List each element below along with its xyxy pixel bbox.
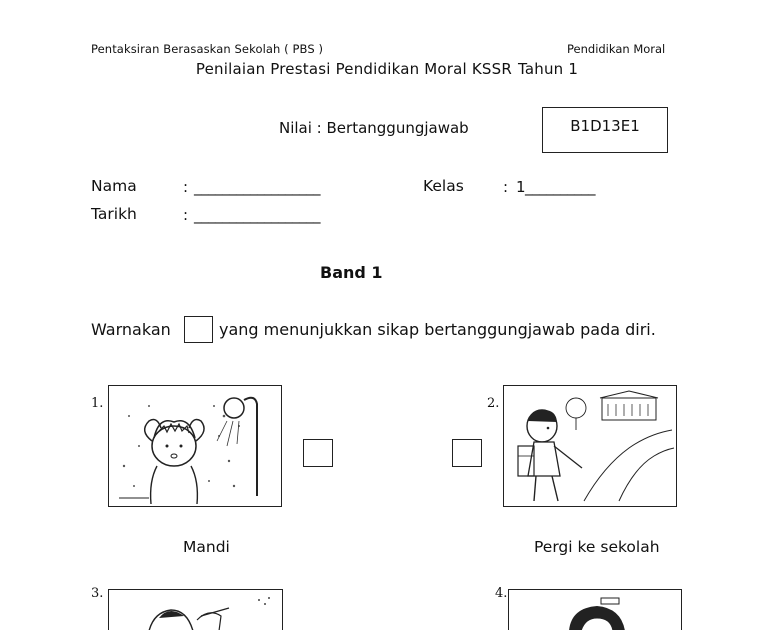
- caption-item-1: Mandi: [183, 538, 230, 556]
- item-number: 4.: [495, 586, 508, 601]
- instruction-before: Warnakan: [91, 320, 171, 339]
- checkbox-item-2[interactable]: [452, 439, 482, 467]
- color-box-sample: [184, 316, 213, 343]
- caption-item-2: Pergi ke sekolah: [534, 538, 660, 556]
- girl-combing-hair-icon: [509, 590, 681, 630]
- instruction-after: yang menunjukkan sikap bertanggungjawab pada diri.: [219, 320, 656, 339]
- value-label: Nilai : Bertanggungjawab: [279, 119, 469, 137]
- boy-brushing-teeth-icon: [109, 590, 282, 630]
- name-colon: :: [183, 178, 189, 196]
- page-title-year: Tahun 1: [518, 60, 579, 78]
- class-colon: :: [503, 178, 509, 196]
- date-colon: :: [183, 206, 189, 224]
- header-left-text: Pentaksiran Berasaskan Sekolah ( PBS ): [91, 42, 324, 56]
- page-title: [0, 60, 768, 78]
- boy-showering-icon: [109, 386, 281, 506]
- picture-frame-2: [503, 385, 677, 507]
- page-title-main: Penilaian Prestasi Pendidikan Moral KSSR: [195, 60, 512, 78]
- code-text: B1D13E1: [570, 117, 640, 135]
- picture-frame-1: [108, 385, 282, 507]
- boy-walking-to-school-icon: [504, 386, 676, 506]
- class-label: Kelas: [423, 177, 464, 195]
- date-label: Tarikh: [91, 205, 137, 223]
- class-field[interactable]: 1__________: [516, 178, 596, 196]
- item-number: 1.: [91, 396, 104, 411]
- picture-frame-4: [508, 589, 682, 630]
- header-right-text: Pendidikan Moral: [567, 42, 666, 56]
- item-number: 2.: [487, 396, 500, 411]
- picture-frame-3: [108, 589, 283, 630]
- checkbox-item-1[interactable]: [303, 439, 333, 467]
- band-heading: Band 1: [320, 263, 383, 282]
- name-label: Nama: [91, 177, 137, 195]
- name-field[interactable]: __________________: [194, 178, 320, 196]
- date-field[interactable]: __________________: [194, 206, 320, 224]
- item-number: 3.: [91, 586, 104, 601]
